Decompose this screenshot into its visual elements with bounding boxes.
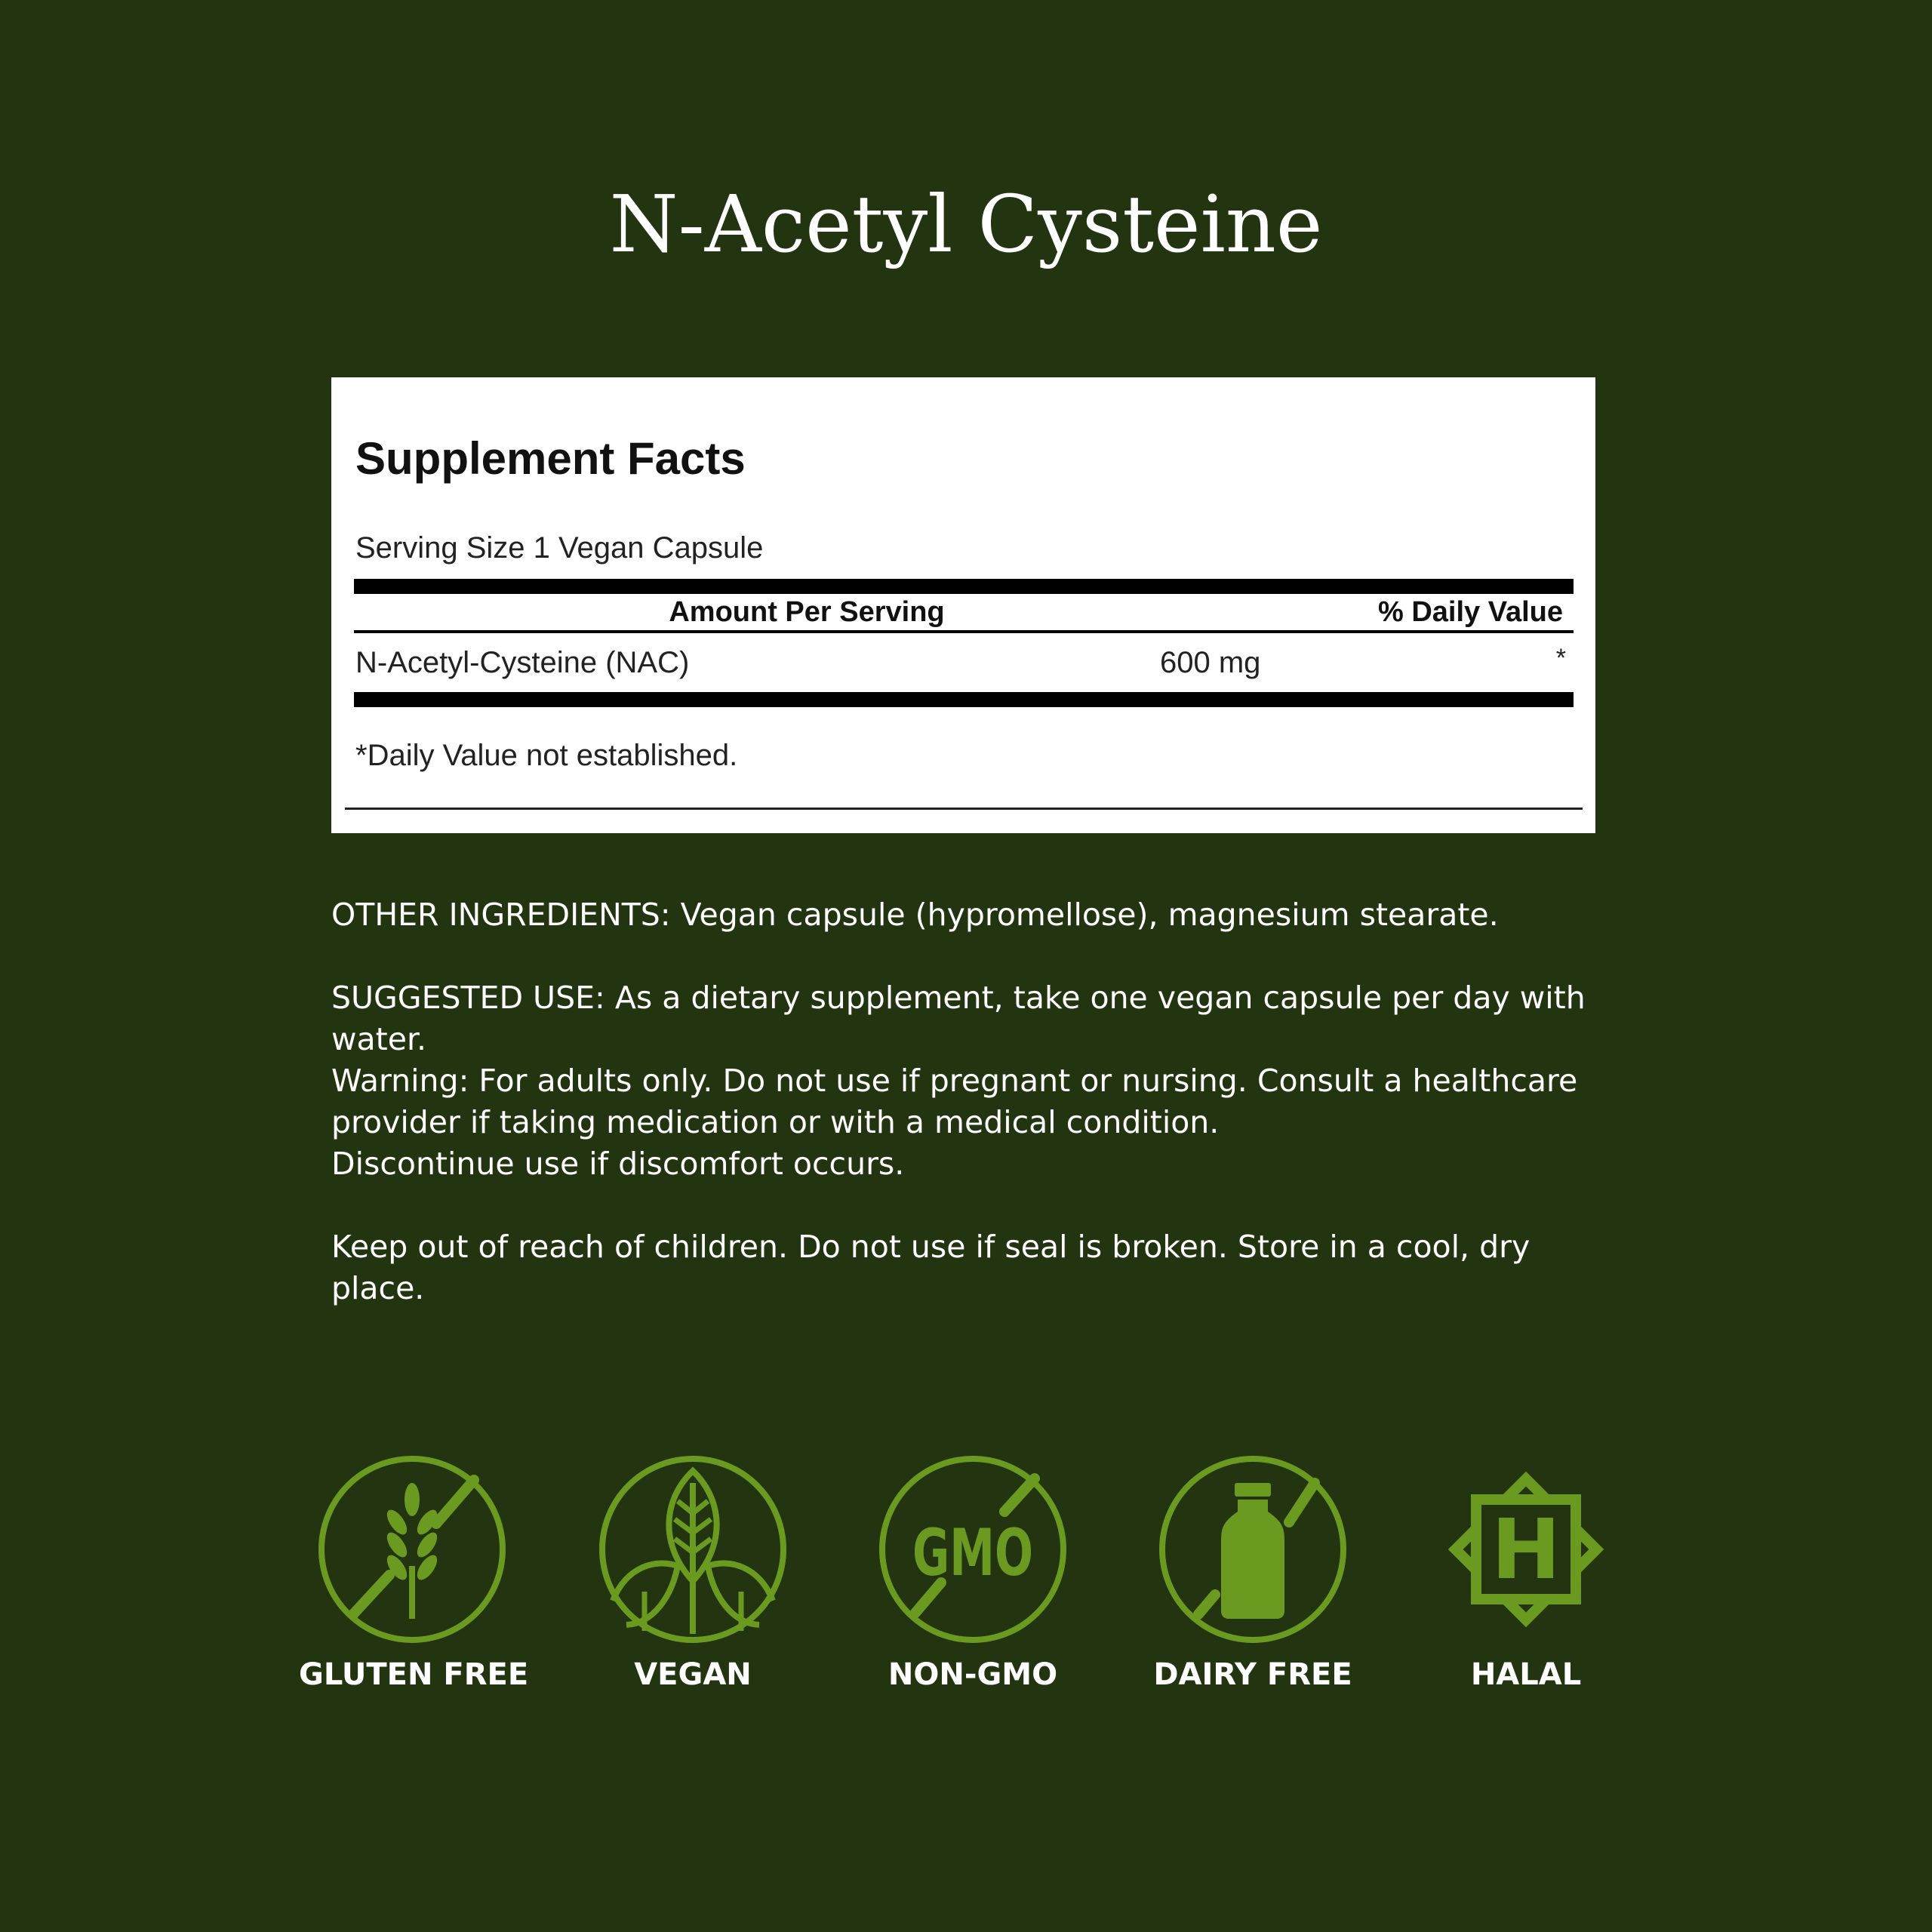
facts-divider-top	[354, 579, 1574, 594]
page-title: N-Acetyl Cysteine	[609, 178, 1323, 270]
warning-line-2: provider if taking medication or with a medical condition.	[331, 1104, 1220, 1140]
badge-gluten-free	[299, 1453, 529, 1692]
ingredient-row	[354, 641, 1574, 684]
warning-line-1: Warning: For adults only. Do not use if pregnant or nursing. Consult a healthcare	[331, 1063, 1578, 1099]
facts-divider-bottom	[354, 692, 1574, 707]
amount-per-serving-header: Amount Per Serving	[669, 596, 945, 628]
ingredient-daily-value: *	[1555, 644, 1566, 672]
badge-label-gluten-free: GLUTEN FREE	[299, 1657, 529, 1692]
badge-label-halal: HALAL	[1470, 1657, 1582, 1692]
suggested-use-text: SUGGESTED USE: As a dietary supplement, take one vegan capsule per day with water.	[331, 980, 1586, 1057]
other-ingredients	[331, 894, 1629, 936]
facts-bottom-rule	[345, 808, 1583, 810]
ingredient-name: N-Acetyl-Cysteine (NAC)	[355, 646, 690, 679]
halal-icon-text: H	[1491, 1501, 1561, 1598]
badge-vegan	[580, 1453, 806, 1691]
badge-dairy-free	[1140, 1453, 1366, 1691]
halal-star-icon	[1429, 1453, 1623, 1646]
badge-label-non-gmo: NON-GMO	[888, 1657, 1058, 1692]
storage-notice-text: Keep out of reach of children. Do not use if seal is broken. Store in a cool, dry place.	[331, 1229, 1531, 1306]
facts-divider-thin	[354, 630, 1574, 633]
badge-label-dairy-free: DAIRY FREE	[1153, 1657, 1352, 1692]
daily-value-footnote: *Daily Value not established.	[355, 739, 738, 772]
wheat-crossed-icon	[315, 1453, 509, 1646]
daily-value-header: % Daily Value	[1377, 596, 1563, 628]
warning	[331, 1060, 1629, 1185]
facts-header-row	[354, 596, 1574, 628]
badge-halal	[1413, 1453, 1639, 1691]
other-ingredients-text: OTHER INGREDIENTS: Vegan capsule (hypromellose), magnesium stearate.	[331, 897, 1499, 933]
milk-bottle-crossed-icon	[1156, 1453, 1349, 1646]
supplement-facts-heading: Supplement Facts	[355, 433, 746, 484]
gmo-crossed-icon	[876, 1453, 1069, 1646]
badge-label-vegan: VEGAN	[634, 1657, 752, 1692]
suggested-use	[331, 977, 1629, 1060]
leaf-icon	[596, 1453, 789, 1646]
warning-line-3: Discontinue use if discomfort occurs.	[331, 1146, 905, 1182]
serving-size: Serving Size 1 Vegan Capsule	[355, 531, 764, 565]
supplement-facts-panel	[331, 377, 1595, 833]
storage-notice	[331, 1226, 1629, 1309]
badge-non-gmo	[860, 1453, 1086, 1691]
gmo-icon-text: GMO	[912, 1515, 1033, 1591]
ingredient-amount: 600 mg	[1160, 646, 1261, 679]
